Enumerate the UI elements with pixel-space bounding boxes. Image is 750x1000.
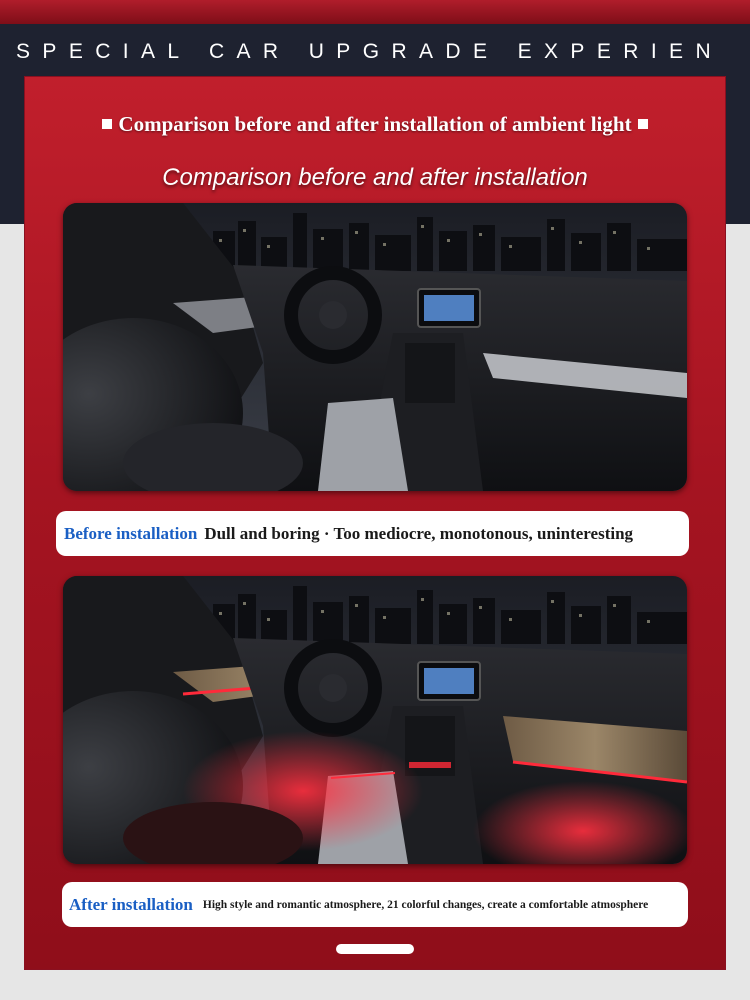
bullet-square-icon bbox=[638, 119, 648, 129]
car-interior-after-image bbox=[63, 576, 687, 864]
before-caption-desc: Dull and boring · Too mediocre, monotonous, uninteresting bbox=[204, 523, 634, 543]
section-heading-text: Comparison before and after installation of ambient light bbox=[118, 112, 632, 136]
before-caption bbox=[56, 511, 689, 556]
car-interior-before-image bbox=[63, 203, 687, 491]
top-color-strip bbox=[0, 0, 750, 24]
after-caption-desc: High style and romantic atmosphere, 21 colorful changes, create a comfortable atmosphere bbox=[202, 898, 649, 911]
page-indicator-pill bbox=[336, 944, 414, 954]
after-caption-key: After installation bbox=[69, 894, 193, 914]
bullet-square-icon bbox=[102, 119, 112, 129]
banner-title: SPECIAL CAR UPGRADE EXPERIEN bbox=[16, 40, 724, 63]
section-heading bbox=[0, 110, 750, 138]
comparison-subheading: Comparison before and after installation bbox=[162, 164, 588, 191]
before-caption-key: Before installation bbox=[64, 523, 198, 543]
after-caption bbox=[62, 882, 688, 927]
